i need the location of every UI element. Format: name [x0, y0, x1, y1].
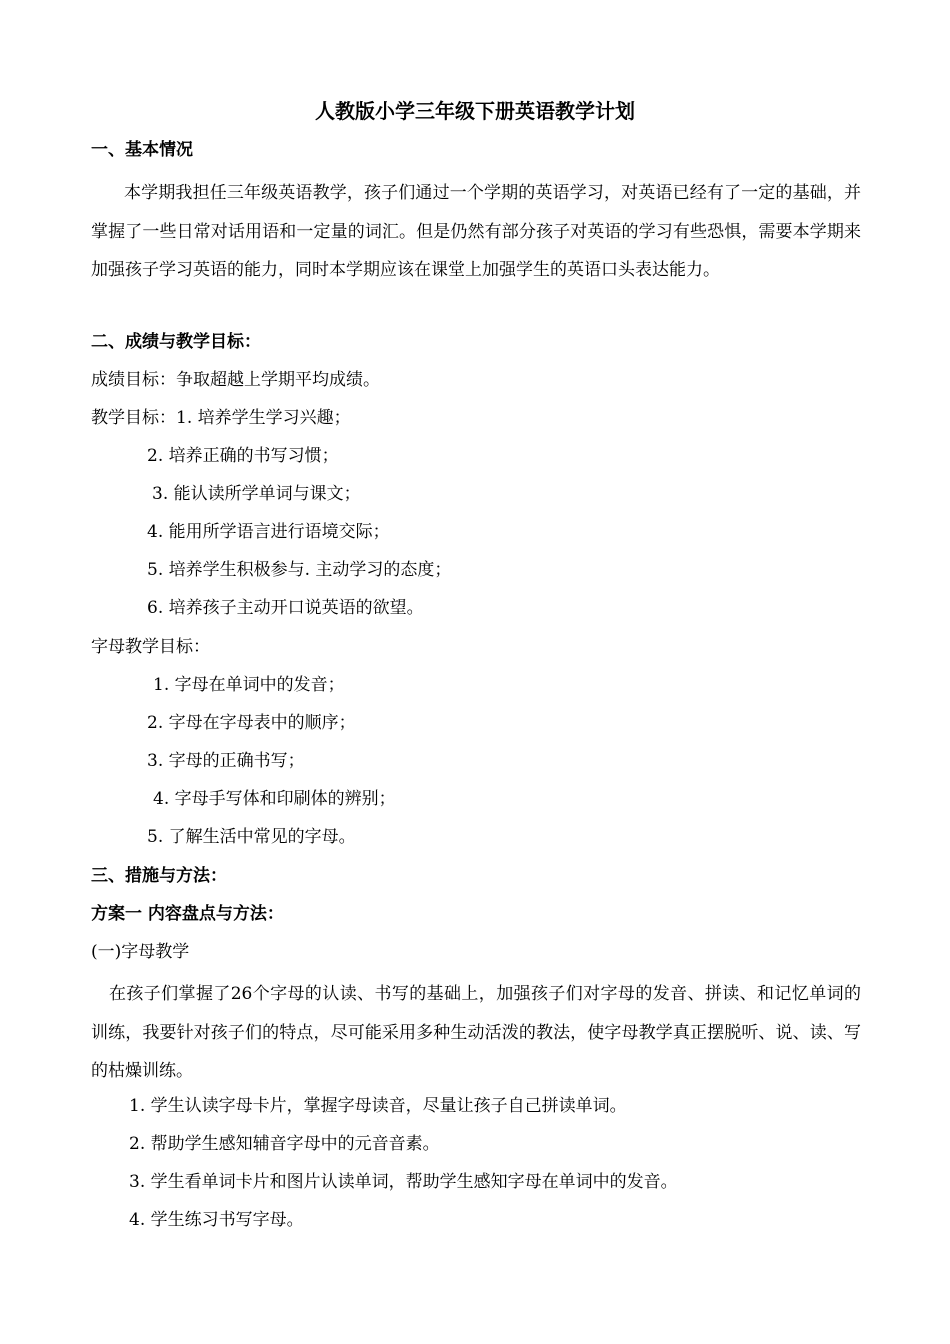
basic-situation-paragraph: 本学期我担任三年级英语教学，孩子们通过一个学期的英语学习，对英语已经有了一定的基础，并掌握了一些日常对话用语和一定量的词汇。但是仍然有部分孩子对英语的学习有些恐惧，需要本学期来加强孩子学习英语的能力，同时本学期应该在课堂上加强学生的英语口头表达能力。 [91, 183, 861, 281]
letter-teaching-paragraph: 在孩子们掌握了26个字母的认读、书写的基础上，加强孩子们对字母的发音、拼读、和记忆单词的训练，我要针对孩子们的特点，尽可能采用多种生动活泼的教法，使字母教学真正摆脱听、说、读、写的枯燥训练。 [91, 984, 861, 1082]
step-item: 4. 学生练习书写字母。 [129, 1210, 304, 1230]
letter-goal-item: 1. 字母在单词中的发音； [153, 675, 345, 695]
score-goal: 成绩目标：争取超越上学期平均成绩。 [91, 370, 380, 390]
teaching-goal-item: 2. 培养正确的书写习惯； [147, 446, 339, 466]
teaching-goal-item: 教学目标：1. 培养学生学习兴趣； [91, 408, 351, 428]
letter-goal-item: 2. 字母在字母表中的顺序； [147, 713, 356, 733]
section-heading-goals: 二、成绩与教学目标： [91, 332, 261, 352]
plan-heading: 方案一 内容盘点与方法： [91, 904, 284, 924]
letter-goal-item: 5. 了解生活中常见的字母。 [147, 827, 356, 847]
document-title: 人教版小学三年级下册英语教学计划 [315, 99, 635, 123]
step-item: 3. 学生看单词卡片和图片认读单词，帮助学生感知字母在单词中的发音。 [129, 1172, 678, 1192]
sub-heading-letter-teaching: (一)字母教学 [91, 942, 190, 962]
teaching-goal-item: 4. 能用所学语言进行语境交际； [147, 522, 390, 542]
teaching-goal-item: 3. 能认读所学单词与课文； [152, 484, 361, 504]
step-item: 2. 帮助学生感知辅音字母中的元音音素。 [129, 1134, 440, 1154]
teaching-goal-item: 6. 培养孩子主动开口说英语的欲望。 [147, 598, 424, 618]
teaching-goal-item: 5. 培养学生积极参与. 主动学习的态度； [147, 560, 452, 580]
step-item: 1. 学生认读字母卡片，掌握字母读音，尽量让孩子自己拼读单词。 [129, 1096, 627, 1116]
section-heading-measures: 三、措施与方法： [91, 866, 227, 886]
letter-goal-item: 4. 字母手写体和印刷体的辨别； [153, 789, 396, 809]
letter-goals-heading: 字母教学目标： [91, 637, 210, 657]
section-heading-basic-situation: 一、基本情况 [91, 140, 193, 160]
letter-goal-item: 3. 字母的正确书写； [147, 751, 305, 771]
